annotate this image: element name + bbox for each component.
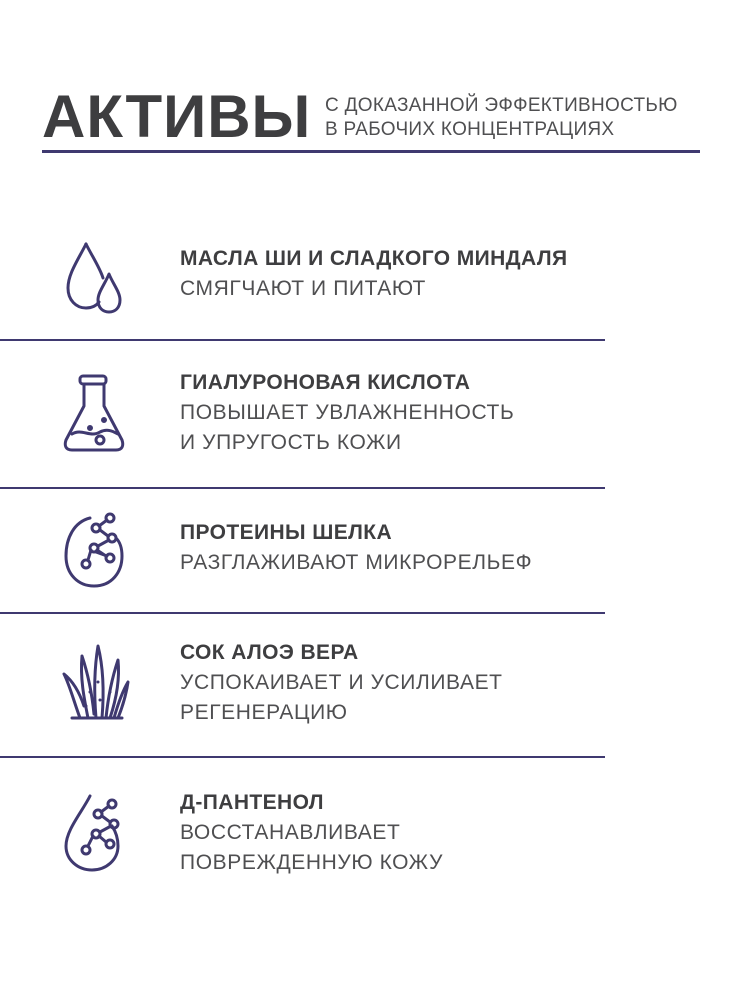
item-description: РАЗГЛАЖИВАЮТ МИКРОРЕЛЬЕФ: [180, 551, 533, 574]
item-title: ГИАЛУРОНОВАЯ КИСЛОТА: [180, 371, 471, 394]
item-title: СОК АЛОЭ ВЕРА: [180, 641, 359, 664]
subtitle-line-2: В РАБОЧИХ КОНЦЕНТРАЦИЯХ: [325, 119, 615, 140]
drop-molecule-icon: [60, 792, 130, 872]
item-description: ВОССТАНАВЛИВАЕТ: [180, 821, 401, 844]
item-description: СМЯГЧАЮТ И ПИТАЮТ: [180, 277, 426, 300]
page-subtitle: [325, 94, 678, 142]
flask-icon: [60, 372, 130, 452]
section-divider: [0, 487, 605, 489]
item-title: ПРОТЕИНЫ ШЕЛКА: [180, 521, 393, 544]
aloe-icon: [60, 642, 130, 722]
section-divider: [0, 756, 605, 758]
item-description: ПОВРЕЖДЕННУЮ КОЖУ: [180, 851, 444, 874]
item-description: И УПРУГОСТЬ КОЖИ: [180, 431, 402, 454]
section-divider: [0, 339, 605, 341]
section-divider: [0, 612, 605, 614]
header-divider: [42, 150, 700, 153]
subtitle-line-1: С ДОКАЗАННОЙ ЭФФЕКТИВНОСТЬЮ: [325, 95, 678, 116]
item-description: УСПОКАИВАЕТ И УСИЛИВАЕТ: [180, 671, 503, 694]
item-title: МАСЛА ШИ И СЛАДКОГО МИНДАЛЯ: [180, 247, 568, 270]
page-title: АКТИВЫ: [42, 83, 312, 150]
item-description: ПОВЫШАЕТ УВЛАЖНЕННОСТЬ: [180, 401, 515, 424]
item-title: Д-ПАНТЕНОЛ: [180, 791, 324, 814]
drops-icon: [60, 240, 130, 320]
silk-molecule-icon: [60, 508, 130, 588]
item-description: РЕГЕНЕРАЦИЮ: [180, 701, 348, 724]
header: [42, 84, 702, 154]
